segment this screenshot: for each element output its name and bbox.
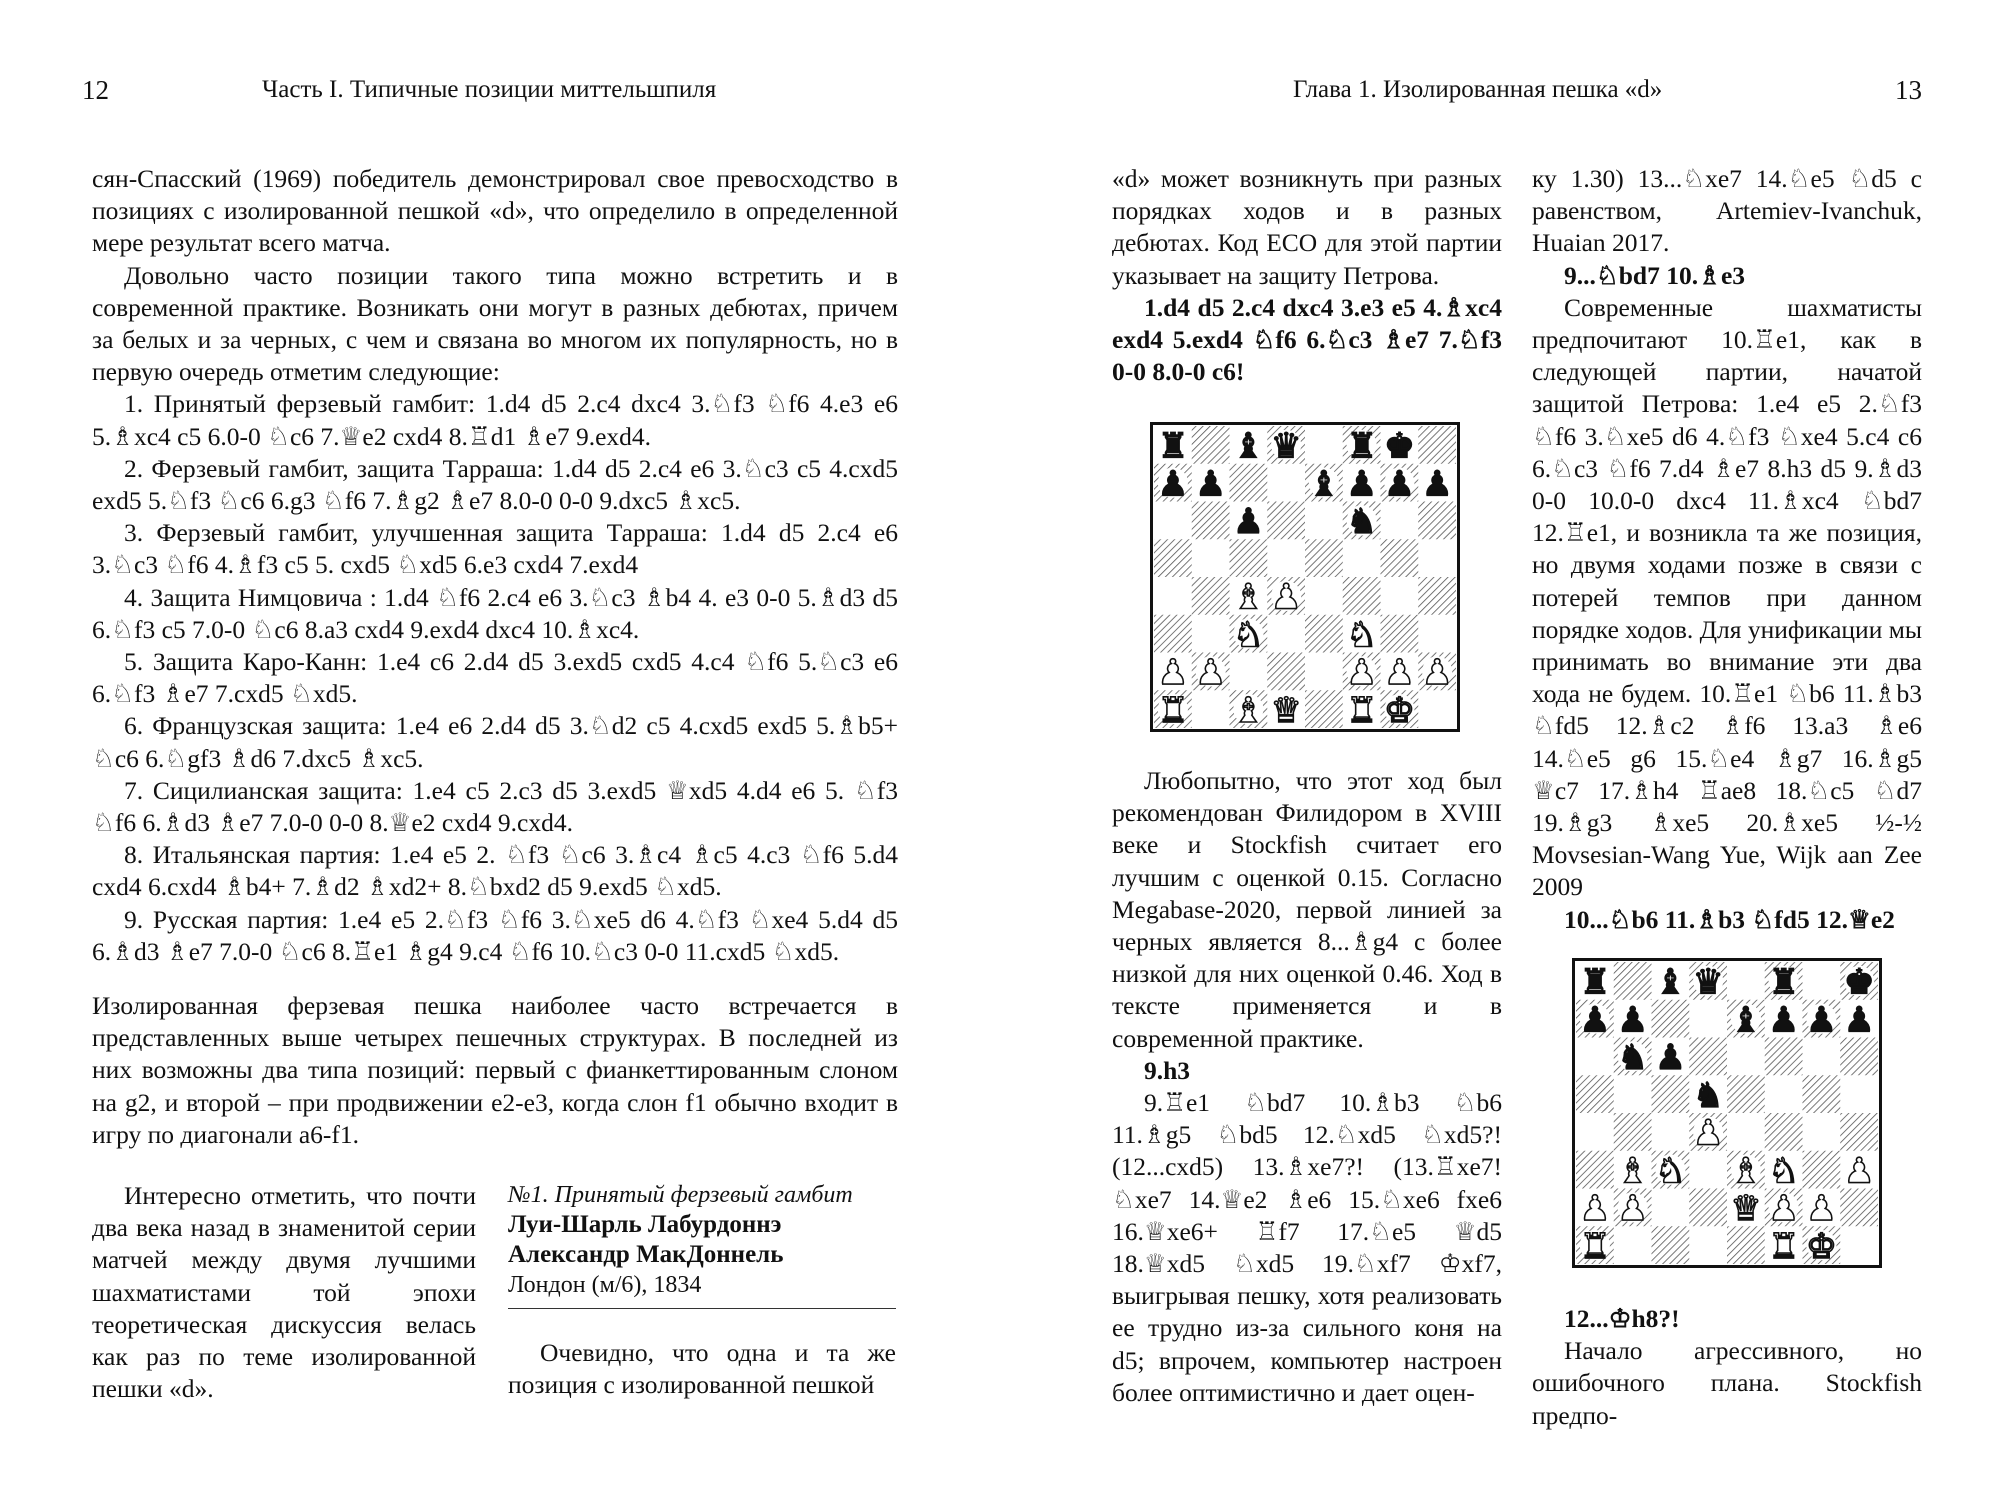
game-place: Лондон (м/6), 1834 bbox=[508, 1270, 896, 1309]
right-running-head: Глава 1. Изолированная пешка «d» bbox=[1293, 76, 1663, 103]
paragraph: Изолированная ферзевая пешка наиболее часто встречается в представленных выше четырех пешечных структурах. В последней из них возможны два типа позиций: первый с фианкеттированным слоном на g2, и второй – при продвижении e2-e3, когда слон f1 обычно входит в игру по диагонали a6-f1. bbox=[92, 991, 898, 1149]
white-bishop-icon: ♝ bbox=[1730, 1151, 1762, 1192]
black-pawn-icon: ♟ bbox=[1157, 464, 1189, 505]
black-pawn-icon: ♟ bbox=[1232, 502, 1264, 543]
white-player: Луи-Шарль Лабурдоннэ bbox=[508, 1211, 782, 1238]
paragraph: Любопытно, что этот ход был рекомендован Филидором в XVIII веке и Stockfish считает его лучшим с оценкой 0.15. Согласно Megabase-2020, первой линией за черных является 8...♗g4 с более низкой для них оценкой 0.46. Ход в тексте применяется и в современной практике. bbox=[1112, 766, 1502, 1053]
opening-line: 1. Принятый ферзевый гамбит: 1.d4 d5 2.c4 dxc4 3.♘f3 ♘f6 4.e3 e6 5.♗xc4 c5 6.0-0 ♘c6 7.♕e2 cxd4 8.♖d1 ♗e7 9.exd4. bbox=[92, 389, 898, 451]
black-rook-icon: ♜ bbox=[1579, 962, 1611, 1003]
dark-square bbox=[1230, 539, 1268, 577]
white-queen-icon: ♛ bbox=[1730, 1189, 1762, 1230]
right-col2-bottom bbox=[1532, 1303, 1922, 1432]
left-page-number: 12 bbox=[82, 75, 109, 105]
dark-square bbox=[1192, 426, 1230, 464]
white-pawn-icon: ♟ bbox=[1768, 1189, 1800, 1230]
right-col2-top bbox=[1532, 163, 1922, 936]
dark-square bbox=[1381, 539, 1419, 577]
paragraph: Интересно отметить, что почти два века назад в знаменитой серии матчей между двумя лучшими шахматистами той эпохи теоретическая дискуссия велась как раз по теме изолированной пешки «d». bbox=[92, 1181, 476, 1404]
dark-square bbox=[1614, 962, 1652, 1000]
game-title: №1. Принятый ферзевый гамбит bbox=[508, 1182, 853, 1208]
right-col1-top bbox=[1112, 163, 1502, 388]
black-knight-icon: ♞ bbox=[1617, 1038, 1649, 1079]
black-player: Александр МакДоннель bbox=[508, 1241, 784, 1268]
black-pawn-icon: ♟ bbox=[1421, 464, 1453, 505]
dark-square bbox=[1727, 1075, 1765, 1113]
game-header bbox=[508, 1180, 896, 1309]
white-pawn-icon: ♟ bbox=[1270, 577, 1302, 618]
black-bishop-icon: ♝ bbox=[1232, 426, 1264, 467]
black-bishop-icon: ♝ bbox=[1308, 464, 1340, 505]
opening-line: 6. Французская защита: 1.e4 e6 2.d4 d5 3.♘d2 c5 4.cxd5 exd5 5.♗b5+ ♘c6 6.♘gf3 ♗d6 7.dxc5 ♗xc5. bbox=[92, 711, 898, 773]
paragraph: 9.♖e1 ♘bd7 10.♗b3 ♘b6 11.♗g5 ♘bd5 12.♘xd5 ♘xd5?! (12...cxd5) 13.♗xe7?! (13.♖xe7! ♘xe7 14.♕e2 ♗e6 15.♘xe6 fxe6 16.♕xe6+ ♖f7 17.♘e5 ♕d5 18.♕xd5 ♘xd5 19.♘xf7 ♔xf7, выигрывая пешку, хотя реализовать ее трудно из-за сильного коня на d5; впрочем, компьютер настроен более оптимистично и дает оцен- bbox=[1112, 1088, 1502, 1407]
chess-diagram-1 bbox=[1150, 422, 1460, 732]
white-rook-icon: ♜ bbox=[1157, 690, 1189, 731]
dark-square bbox=[1803, 1151, 1841, 1189]
dark-square bbox=[1652, 1075, 1690, 1113]
white-bishop-icon: ♝ bbox=[1232, 577, 1264, 618]
black-bishop-icon: ♝ bbox=[1654, 962, 1686, 1003]
opening-line: 7. Сицилианская защита: 1.e4 c5 2.c3 d5 3.exd5 ♕xd5 4.d4 e6 5. ♘f3 ♘f6 6.♗d3 ♗e7 7.0-0 0-0 8.♕e2 cxd4 9.cxd4. bbox=[92, 775, 898, 838]
paragraph: ку 1.30) 13...♘xe7 14.♘e5 ♘d5 с равенством, Artemiev-Ivanchuk, Huaian 2017. bbox=[1532, 164, 1922, 258]
dark-square bbox=[1154, 539, 1192, 577]
dark-square bbox=[1192, 502, 1230, 540]
paragraph: Начало агрессивного, но ошибочного плана. Stockfish предпо- bbox=[1532, 1336, 1922, 1430]
left-bottom-col1 bbox=[92, 1180, 476, 1405]
dark-square bbox=[1343, 577, 1381, 615]
dark-square bbox=[1230, 464, 1268, 502]
left-running-head: Часть I. Типичные позиции миттельшпиля bbox=[262, 76, 717, 103]
paragraph: сян-Спасский (1969) победитель демонстрировал свое превосходство в позициях с изолированной пешкой «d», что определило в определенной мере результат всего матча. bbox=[92, 164, 898, 258]
dark-square bbox=[1418, 426, 1456, 464]
black-knight-icon: ♞ bbox=[1692, 1075, 1724, 1116]
chess-diagram-2 bbox=[1572, 958, 1882, 1268]
white-pawn-icon: ♟ bbox=[1579, 1189, 1611, 1230]
white-knight-icon: ♞ bbox=[1654, 1151, 1686, 1192]
paragraph: Довольно часто позиции такого типа можно встретить и в современной практике. Возникать они могут в разных дебютах, причем за белых и за черных, с чем и связана во многом их популярность, но в первую очередь отметим следующие: bbox=[92, 260, 898, 387]
paragraph: Очевидно, что одна и та же позиция с изолированной пешкой bbox=[508, 1338, 896, 1400]
white-rook-icon: ♜ bbox=[1579, 1226, 1611, 1267]
dark-square bbox=[1652, 1226, 1690, 1264]
black-pawn-icon: ♟ bbox=[1654, 1038, 1686, 1079]
dark-square bbox=[1192, 577, 1230, 615]
dark-square bbox=[1154, 615, 1192, 653]
opening-line: 9. Русская партия: 1.e4 e5 2.♘f3 ♘f6 3.♘xe5 d6 4.♘f3 ♘xe4 5.d4 d5 6.♗d3 ♗e7 7.0-0 ♘c6 8.♖e1 ♗g4 9.c4 ♘f6 10.♘c3 0-0 11.cxd5 ♘xd5. bbox=[92, 904, 898, 966]
move-line: 9...♘bd7 10.♗e3 bbox=[1564, 260, 1746, 290]
right-col1-bottom bbox=[1112, 765, 1502, 1409]
white-knight-icon: ♞ bbox=[1768, 1151, 1800, 1192]
black-king-icon: ♚ bbox=[1843, 962, 1875, 1003]
white-bishop-icon: ♝ bbox=[1232, 690, 1264, 731]
dark-square bbox=[1803, 1075, 1841, 1113]
opening-line: 3. Ферзевый гамбит, улучшенная защита Тарраша: 1.d4 d5 2.c4 e6 3.♘c3 ♘f6 4.♗f3 c5 5. cxd5 ♘xd5 6.e3 cxd4 7.exd4 bbox=[92, 518, 898, 580]
black-pawn-icon: ♟ bbox=[1195, 464, 1227, 505]
dark-square bbox=[1727, 1226, 1765, 1264]
black-pawn-icon: ♟ bbox=[1768, 1000, 1800, 1041]
dark-square bbox=[1267, 502, 1305, 540]
dark-square bbox=[1614, 1113, 1652, 1151]
dark-square bbox=[1381, 615, 1419, 653]
white-rook-icon: ♜ bbox=[1768, 1226, 1800, 1267]
black-pawn-icon: ♟ bbox=[1805, 1000, 1837, 1041]
black-pawn-icon: ♟ bbox=[1579, 1000, 1611, 1041]
move-line: 12...♔h8?! bbox=[1564, 1304, 1680, 1333]
opening-line: 8. Итальянская партия: 1.e4 e5 2. ♘f3 ♘c6 3.♗c4 ♗c5 4.c3 ♘f6 5.d4 cxd4 6.cxd4 ♗b4+ 7.♗d2 ♗xd2+ 8.♘bxd2 d5 9.exd5 ♘xd5. bbox=[92, 840, 898, 902]
opening-line: 4. Защита Нимцовича : 1.d4 ♘f6 2.c4 e6 3.♘c3 ♗b4 4. e3 0-0 5.♗d3 d5 6.♘f3 c5 7.0-0 ♘c6 8.a3 cxd4 9.exd4 dxc4 10.♗xc4. bbox=[92, 582, 898, 644]
black-rook-icon: ♜ bbox=[1157, 426, 1189, 467]
black-rook-icon: ♜ bbox=[1346, 426, 1378, 467]
right-page-number: 13 bbox=[1895, 75, 1922, 105]
white-king-icon: ♚ bbox=[1805, 1226, 1837, 1267]
black-knight-icon: ♞ bbox=[1346, 502, 1378, 543]
dark-square bbox=[1418, 502, 1456, 540]
move-line: 1.d4 d5 2.c4 dxc4 3.e3 e5 4.♗xc4 exd4 5.exd4 ♘f6 6.♘c3 ♗e7 7.♘f3 0-0 8.0-0 c6! bbox=[1112, 292, 1502, 387]
white-pawn-icon: ♟ bbox=[1383, 653, 1415, 694]
white-pawn-icon: ♟ bbox=[1346, 653, 1378, 694]
left-bottom-col2 bbox=[508, 1337, 896, 1401]
dark-square bbox=[1576, 1151, 1614, 1189]
black-queen-icon: ♛ bbox=[1692, 962, 1724, 1003]
white-bishop-icon: ♝ bbox=[1617, 1151, 1649, 1192]
opening-line: 2. Ферзевый гамбит, защита Тарраша: 1.d4 d5 2.c4 e6 3.♘c3 c5 4.cxd5 exd5 5.♘f3 ♘c6 6.g3 ♘f6 7.♗g2 ♗e7 8.0-0 0-0 9.dxc5 ♗xc5. bbox=[92, 453, 898, 516]
dark-square bbox=[1689, 1189, 1727, 1227]
dark-square bbox=[1305, 615, 1343, 653]
white-pawn-icon: ♟ bbox=[1617, 1189, 1649, 1230]
opening-line: 5. Защита Каро-Канн: 1.e4 c6 2.d4 d5 3.exd5 cxd5 4.c4 ♘f6 5.♘c3 e6 6.♘f3 ♗e7 7.cxd5 ♘xd5. bbox=[92, 647, 898, 709]
black-pawn-icon: ♟ bbox=[1843, 1000, 1875, 1041]
black-queen-icon: ♛ bbox=[1270, 426, 1302, 467]
dark-square bbox=[1652, 1000, 1690, 1038]
paragraph: «d» может возникнуть при разных порядках ходов и в разных дебютах. Код ECO для этой партии указывает на защиту Петрова. bbox=[1112, 164, 1502, 290]
black-bishop-icon: ♝ bbox=[1730, 1000, 1762, 1041]
white-pawn-icon: ♟ bbox=[1692, 1113, 1724, 1154]
dark-square bbox=[1840, 1038, 1878, 1076]
white-pawn-icon: ♟ bbox=[1195, 653, 1227, 694]
dark-square bbox=[1840, 1189, 1878, 1227]
white-knight-icon: ♞ bbox=[1346, 615, 1378, 656]
dark-square bbox=[1305, 539, 1343, 577]
dark-square bbox=[1418, 577, 1456, 615]
white-pawn-icon: ♟ bbox=[1421, 653, 1453, 694]
white-knight-icon: ♞ bbox=[1232, 615, 1264, 656]
white-pawn-icon: ♟ bbox=[1805, 1189, 1837, 1230]
white-queen-icon: ♛ bbox=[1270, 690, 1302, 731]
dark-square bbox=[1689, 1038, 1727, 1076]
white-king-icon: ♚ bbox=[1383, 690, 1415, 731]
black-pawn-icon: ♟ bbox=[1383, 464, 1415, 505]
dark-square bbox=[1576, 1075, 1614, 1113]
black-pawn-icon: ♟ bbox=[1617, 1000, 1649, 1041]
dark-square bbox=[1305, 690, 1343, 728]
black-rook-icon: ♜ bbox=[1768, 962, 1800, 1003]
dark-square bbox=[1267, 653, 1305, 691]
white-pawn-icon: ♟ bbox=[1157, 653, 1189, 694]
move-line: 10...♘b6 11.♗b3 ♘fd5 12.♕e2 bbox=[1564, 904, 1895, 934]
move-line: 9.h3 bbox=[1144, 1055, 1191, 1085]
paragraph: Современные шахматисты предпочитают 10.♖e1, как в следующей партии, начатой защитой Петрова: 1.e4 e5 2.♘f3 ♘f6 3.♘xe5 d6 4.♘f3 ♘xe4 5.c4 c6 6.♘c3 ♘f6 7.d4 ♗e7 8.h3 d5 9.♗d3 0-0 10.0-0 dxc4 11.♗xc4 ♘bd7 12.♖e1, и возникла та же позиция, но двумя ходами позже в связи с потерей темпов при данном порядке ходов. Для унификации мы принимать во внимание эти два хода не будем. 10.♖e1 ♘b6 11.♗b3 ♘fd5 12.♗c2 ♗f6 13.a3 ♗e6 14.♘e5 g6 15.♘e4 ♗g7 16.♗g5 ♕c7 17.♗h4 ♖ae8 18.♘c5 ♘d7 19.♗g3 ♗xe5 20.♗xe5 ½-½ Movsesian-Wang Yue, Wijk aan Zee 2009 bbox=[1532, 292, 1922, 902]
black-pawn-icon: ♟ bbox=[1346, 464, 1378, 505]
white-pawn-icon: ♟ bbox=[1843, 1151, 1875, 1192]
left-main-text bbox=[92, 163, 898, 1151]
black-king-icon: ♚ bbox=[1383, 426, 1415, 467]
white-rook-icon: ♜ bbox=[1346, 690, 1378, 731]
dark-square bbox=[1765, 1038, 1803, 1076]
dark-square bbox=[1765, 1113, 1803, 1151]
dark-square bbox=[1840, 1113, 1878, 1151]
